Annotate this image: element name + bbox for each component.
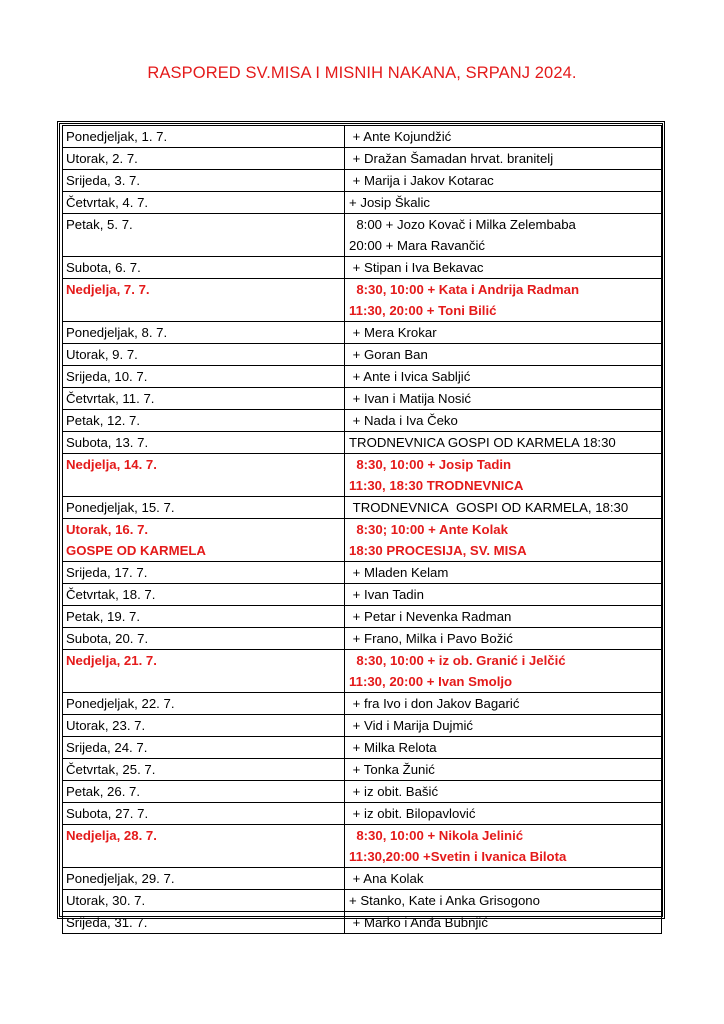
day-label: Nedjelja, 28. 7. bbox=[66, 828, 157, 843]
intention-text: 8:00 + Jozo Kovač i Milka Zelembaba bbox=[349, 217, 576, 232]
day-cell bbox=[63, 825, 345, 868]
intention-cell bbox=[345, 148, 662, 170]
day-cell bbox=[63, 737, 345, 759]
intention-text: + Ante Kojundžić bbox=[349, 129, 452, 144]
day-cell bbox=[63, 148, 345, 170]
table-row bbox=[63, 759, 662, 781]
intention-cell bbox=[345, 912, 662, 934]
day-label: Četvrtak, 18. 7. bbox=[66, 587, 156, 602]
table-row bbox=[63, 454, 662, 497]
intention-text: + Nada i Iva Čeko bbox=[349, 413, 458, 428]
table-row bbox=[63, 715, 662, 737]
intention-cell bbox=[345, 497, 662, 519]
day-label: Četvrtak, 11. 7. bbox=[66, 391, 155, 406]
intention-cell bbox=[345, 279, 662, 322]
intention-text: + Frano, Milka i Pavo Božić bbox=[349, 631, 513, 646]
day-label: Utorak, 30. 7. bbox=[66, 893, 146, 908]
intention-text: + iz obit. Bilopavlović bbox=[349, 806, 476, 821]
intention-text: + Petar i Nevenka Radman bbox=[349, 609, 512, 624]
intention-cell bbox=[345, 519, 662, 562]
intention-cell bbox=[345, 562, 662, 584]
intention-cell bbox=[345, 366, 662, 388]
table-row bbox=[63, 584, 662, 606]
day-cell bbox=[63, 257, 345, 279]
intention-cell bbox=[345, 650, 662, 693]
day-cell bbox=[63, 366, 345, 388]
day-label: Srijeda, 17. 7. bbox=[66, 565, 148, 580]
day-cell bbox=[63, 606, 345, 628]
intention-cell bbox=[345, 432, 662, 454]
intention-text: + Marko i Anđa Bubnjić bbox=[349, 915, 488, 930]
intention-text: + Milka Relota bbox=[349, 740, 437, 755]
intention-cell bbox=[345, 454, 662, 497]
intention-text: 11:30, 20:00 + Toni Bilić bbox=[349, 303, 497, 318]
day-label: Nedjelja, 21. 7. bbox=[66, 653, 157, 668]
table-row bbox=[63, 781, 662, 803]
day-cell bbox=[63, 388, 345, 410]
intention-text: TRODNEVNICA GOSPI OD KARMELA 18:30 bbox=[349, 435, 616, 450]
day-label: Srijeda, 31. 7. bbox=[66, 915, 148, 930]
table-row bbox=[63, 912, 662, 934]
table-row bbox=[63, 126, 662, 148]
intention-text: 20:00 + Mara Ravančić bbox=[349, 238, 485, 253]
intention-cell bbox=[345, 715, 662, 737]
table-row bbox=[63, 257, 662, 279]
day-label: Ponedjeljak, 29. 7. bbox=[66, 871, 175, 886]
intention-text: + iz obit. Bašić bbox=[349, 784, 439, 799]
intention-cell bbox=[345, 584, 662, 606]
intention-cell bbox=[345, 693, 662, 715]
day-label: Subota, 6. 7. bbox=[66, 260, 141, 275]
day-cell bbox=[63, 344, 345, 366]
intention-text: 8:30, 10:00 + iz ob. Granić i Jelčić bbox=[349, 653, 566, 668]
day-cell bbox=[63, 890, 345, 912]
intention-text: 8:30, 10:00 + Kata i Andrija Radman bbox=[349, 282, 580, 297]
day-cell bbox=[63, 432, 345, 454]
intention-cell bbox=[345, 388, 662, 410]
day-cell bbox=[63, 126, 345, 148]
intention-cell bbox=[345, 606, 662, 628]
day-label: Srijeda, 24. 7. bbox=[66, 740, 148, 755]
intention-text: + Goran Ban bbox=[349, 347, 428, 362]
table-row bbox=[63, 170, 662, 192]
table-row bbox=[63, 803, 662, 825]
intention-cell bbox=[345, 890, 662, 912]
day-cell bbox=[63, 912, 345, 934]
table-row bbox=[63, 497, 662, 519]
intention-cell bbox=[345, 214, 662, 257]
day-label: Nedjelja, 7. 7. bbox=[66, 282, 150, 297]
table-row bbox=[63, 868, 662, 890]
intention-text: + Ana Kolak bbox=[349, 871, 424, 886]
intention-text: + Ivan Tadin bbox=[349, 587, 424, 602]
table-row bbox=[63, 344, 662, 366]
table-row bbox=[63, 148, 662, 170]
day-label: GOSPE OD KARMELA bbox=[66, 543, 206, 558]
table-row bbox=[63, 737, 662, 759]
intention-cell bbox=[345, 410, 662, 432]
table-row bbox=[63, 366, 662, 388]
day-cell bbox=[63, 584, 345, 606]
intention-cell bbox=[345, 759, 662, 781]
day-cell bbox=[63, 562, 345, 584]
table-row bbox=[63, 214, 662, 257]
intention-cell bbox=[345, 322, 662, 344]
table-row bbox=[63, 693, 662, 715]
day-label: Subota, 27. 7. bbox=[66, 806, 149, 821]
table-row bbox=[63, 650, 662, 693]
day-label: Petak, 19. 7. bbox=[66, 609, 141, 624]
day-cell bbox=[63, 410, 345, 432]
day-cell bbox=[63, 715, 345, 737]
intention-text: + Stanko, Kate i Anka Grisogono bbox=[349, 893, 540, 908]
intention-text: + Vid i Marija Dujmić bbox=[349, 718, 473, 733]
day-label: Srijeda, 10. 7. bbox=[66, 369, 148, 384]
intention-cell bbox=[345, 126, 662, 148]
table-row bbox=[63, 628, 662, 650]
day-cell bbox=[63, 454, 345, 497]
intention-cell bbox=[345, 344, 662, 366]
day-label: Ponedjeljak, 22. 7. bbox=[66, 696, 175, 711]
intention-text: + Ante i Ivica Sabljić bbox=[349, 369, 471, 384]
day-label: Utorak, 23. 7. bbox=[66, 718, 146, 733]
intention-cell bbox=[345, 868, 662, 890]
day-label: Subota, 13. 7. bbox=[66, 435, 149, 450]
table-row bbox=[63, 192, 662, 214]
day-label: Petak, 12. 7. bbox=[66, 413, 141, 428]
intention-text: + Stipan i Iva Bekavac bbox=[349, 260, 484, 275]
table-row bbox=[63, 606, 662, 628]
intention-cell bbox=[345, 781, 662, 803]
intention-text: 8:30, 10:00 + Nikola Jelinić bbox=[349, 828, 524, 843]
intention-cell bbox=[345, 170, 662, 192]
day-cell bbox=[63, 497, 345, 519]
day-cell bbox=[63, 781, 345, 803]
day-cell bbox=[63, 214, 345, 257]
intention-text: + Mera Krokar bbox=[349, 325, 437, 340]
intention-text: + Dražan Šamadan hrvat. branitelj bbox=[349, 151, 554, 166]
day-label: Četvrtak, 4. 7. bbox=[66, 195, 149, 210]
intention-text: 11:30, 18:30 TRODNEVNICA bbox=[349, 478, 524, 493]
intention-text: 11:30,20:00 +Svetin i Ivanica Bilota bbox=[349, 849, 567, 864]
intention-cell bbox=[345, 737, 662, 759]
day-cell bbox=[63, 519, 345, 562]
schedule-body bbox=[63, 126, 662, 934]
intention-cell bbox=[345, 192, 662, 214]
intention-text: 11:30, 20:00 + Ivan Smoljo bbox=[349, 674, 513, 689]
table-row bbox=[63, 432, 662, 454]
day-label: Petak, 5. 7. bbox=[66, 217, 133, 232]
day-label: Subota, 20. 7. bbox=[66, 631, 149, 646]
intention-text: 8:30, 10:00 + Josip Tadin bbox=[349, 457, 512, 472]
intention-text: TRODNEVNICA GOSPI OD KARMELA, 18:30 bbox=[349, 500, 629, 515]
page-title: RASPORED SV.MISA I MISNIH NAKANA, SRPANJ 2024. bbox=[147, 64, 577, 82]
intention-cell bbox=[345, 628, 662, 650]
intention-text: + Marija i Jakov Kotarac bbox=[349, 173, 494, 188]
intention-text: 8:30; 10:00 + Ante Kolak bbox=[349, 522, 508, 537]
day-label: Četvrtak, 25. 7. bbox=[66, 762, 156, 777]
day-cell bbox=[63, 628, 345, 650]
intention-text: + Ivan i Matija Nosić bbox=[349, 391, 472, 406]
intention-cell bbox=[345, 803, 662, 825]
table-row bbox=[63, 562, 662, 584]
intention-cell bbox=[345, 825, 662, 868]
day-label: Ponedjeljak, 8. 7. bbox=[66, 325, 168, 340]
day-label: Nedjelja, 14. 7. bbox=[66, 457, 157, 472]
intention-text: + Josip Škalic bbox=[349, 195, 430, 210]
day-cell bbox=[63, 803, 345, 825]
table-row bbox=[63, 322, 662, 344]
table-row bbox=[63, 388, 662, 410]
day-cell bbox=[63, 192, 345, 214]
intention-text: + Mladen Kelam bbox=[349, 565, 449, 580]
day-cell bbox=[63, 759, 345, 781]
mass-schedule-table bbox=[62, 125, 662, 934]
day-label: Utorak, 2. 7. bbox=[66, 151, 138, 166]
day-cell bbox=[63, 279, 345, 322]
intention-cell bbox=[345, 257, 662, 279]
day-label: Petak, 26. 7. bbox=[66, 784, 141, 799]
day-label: Ponedjeljak, 1. 7. bbox=[66, 129, 168, 144]
day-cell bbox=[63, 693, 345, 715]
intention-text: + fra Ivo i don Jakov Bagarić bbox=[349, 696, 520, 711]
table-row bbox=[63, 890, 662, 912]
intention-text: + Tonka Žunić bbox=[349, 762, 435, 777]
table-row bbox=[63, 279, 662, 322]
day-cell bbox=[63, 322, 345, 344]
intention-text: 18:30 PROCESIJA, SV. MISA bbox=[349, 543, 527, 558]
day-cell bbox=[63, 650, 345, 693]
table-row bbox=[63, 519, 662, 562]
day-label: Utorak, 9. 7. bbox=[66, 347, 138, 362]
day-label: Utorak, 16. 7. bbox=[66, 522, 149, 537]
day-label: Srijeda, 3. 7. bbox=[66, 173, 141, 188]
table-row bbox=[63, 825, 662, 868]
day-cell bbox=[63, 868, 345, 890]
table-row bbox=[63, 410, 662, 432]
day-cell bbox=[63, 170, 345, 192]
day-label: Ponedjeljak, 15. 7. bbox=[66, 500, 175, 515]
